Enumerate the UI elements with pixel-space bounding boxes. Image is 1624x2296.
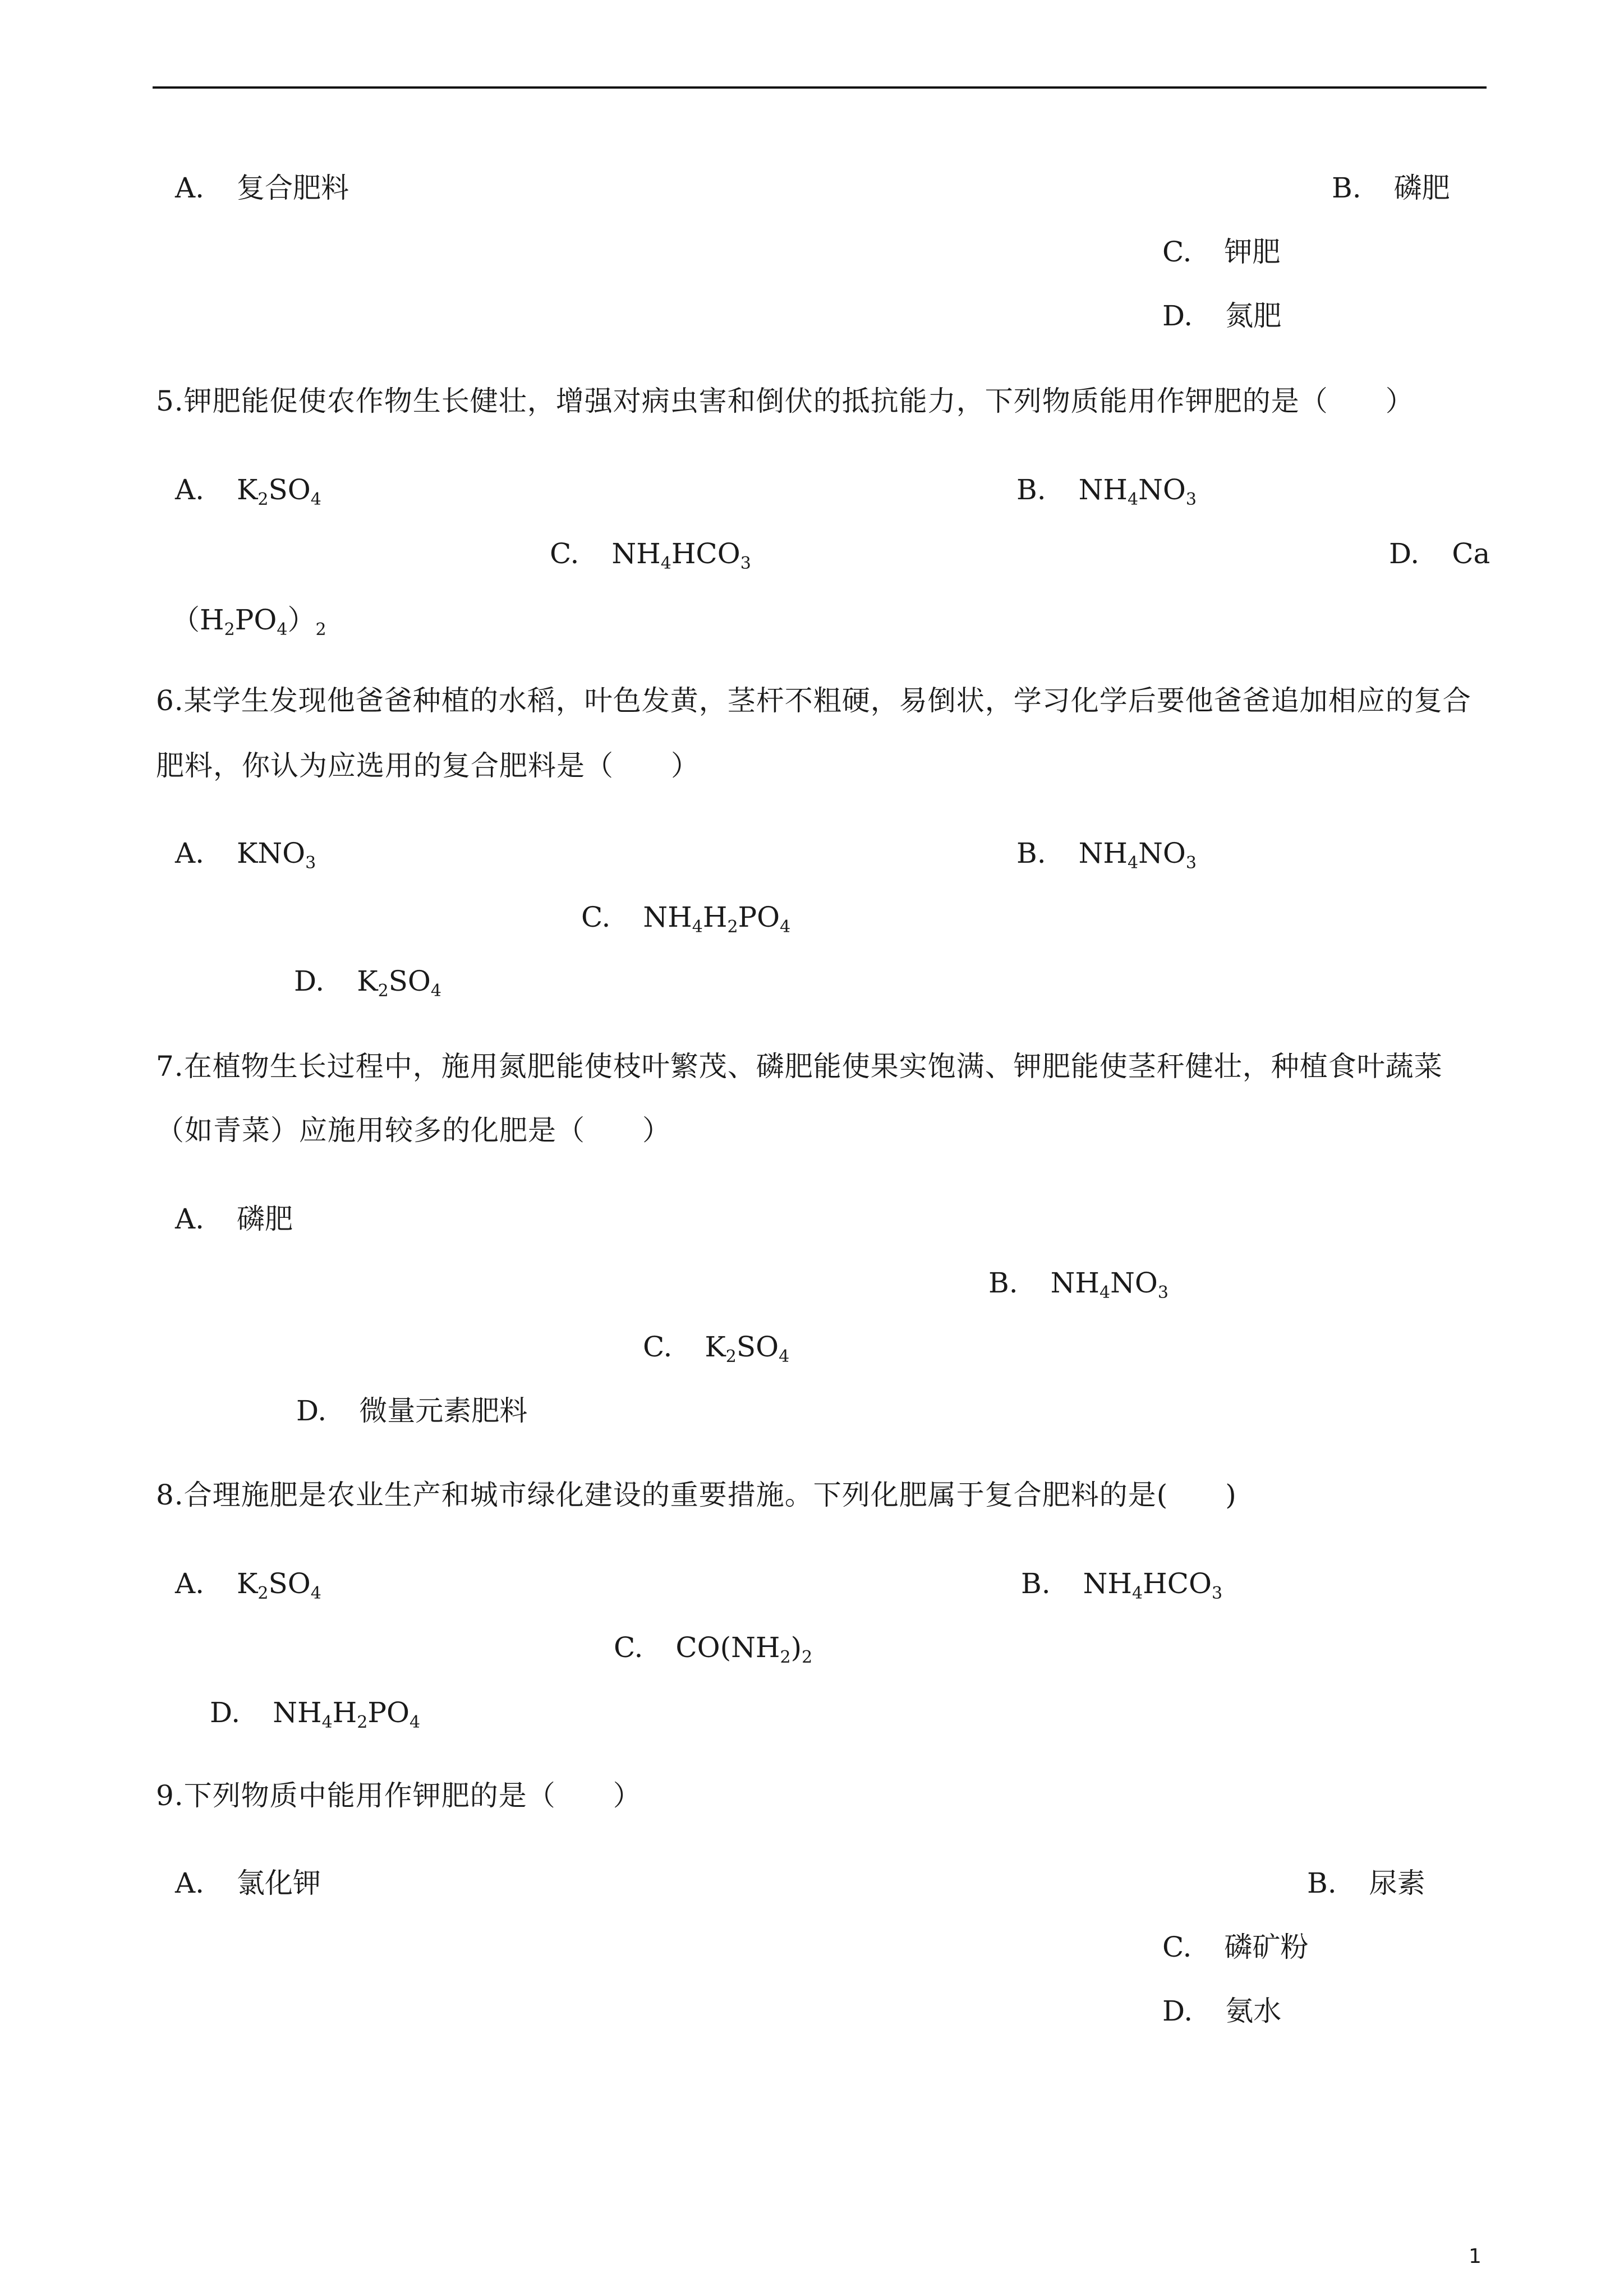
q4-option-c[interactable]: C. 钾肥 xyxy=(1162,236,1281,268)
q5-stem: 5.钾肥能促使农作物生长健壮，增强对病虫害和倒伏的抵抗能力，下列物质能用作钾肥的是（ ） xyxy=(156,385,1414,417)
q7-option-c[interactable]: C. $K_2SO_4$ xyxy=(643,1331,790,1366)
q6-stem-line1: 6.某学生发现他爸爸种植的水稻，叶色发黄，茎杆不粗硬，易倒状，学习化学后要他爸爸追加相应的复合 xyxy=(156,684,1471,717)
q9-option-d[interactable]: D. 氨水 xyxy=(1162,1995,1282,2027)
q6-stem-line2: 肥料，你认为应选用的复合肥料是（ ） xyxy=(156,749,700,782)
q8-stem: 8.合理施肥是农业生产和城市绿化建设的重要措施。下列化肥属于复合肥料的是( ) xyxy=(156,1479,1237,1511)
q5-option-b[interactable]: B. $NH_4NO_3$ xyxy=(1016,473,1197,509)
q5-option-a[interactable]: A. $K_2SO_4$ xyxy=(175,473,321,509)
q9-option-a[interactable]: A. 氯化钾 xyxy=(175,1867,321,1899)
q8-option-d[interactable]: D. $NH_4H_2PO_4$ xyxy=(210,1696,421,1732)
q7-option-a[interactable]: A. 磷肥 xyxy=(175,1203,293,1235)
q7-option-d[interactable]: D. 微量元素肥料 xyxy=(296,1395,528,1427)
q6-option-b[interactable]: B. $NH_4NO_3$ xyxy=(1016,837,1197,873)
q6-option-d[interactable]: D. $K_2SO_4$ xyxy=(294,965,441,1001)
q5-option-c[interactable]: C. $NH_4HCO_3$ xyxy=(550,537,751,573)
q6-option-a[interactable]: A. $KNO_3$ xyxy=(175,837,316,873)
q4-option-d[interactable]: D. 氮肥 xyxy=(1162,300,1282,332)
q7-option-b[interactable]: B. $NH_4NO_3$ xyxy=(988,1267,1168,1303)
q4-option-a[interactable]: A. 复合肥料 xyxy=(175,172,349,204)
q7-stem-line1: 7.在植物生长过程中，施用氮肥能使枝叶繁茂、磷肥能使果实饱满、钾肥能使茎秆健壮，种植食叶蔬菜 xyxy=(156,1050,1443,1083)
q9-option-b[interactable]: B. 尿素 xyxy=(1307,1867,1425,1899)
q9-stem: 9.下列物质中能用作钾肥的是（ ） xyxy=(156,1779,642,1812)
q5-option-d[interactable]: D. Ca xyxy=(1389,537,1490,570)
q8-option-c[interactable]: C. $CO(NH_2)_2$ xyxy=(614,1631,813,1667)
header-rule xyxy=(153,86,1487,89)
q9-option-c[interactable]: C. 磷矿粉 xyxy=(1162,1931,1309,1963)
q8-option-a[interactable]: A. $K_2SO_4$ xyxy=(175,1567,321,1603)
q4-option-b[interactable]: B. 磷肥 xyxy=(1332,172,1450,204)
q5-option-d-continued: $(H_2PO_4)_2$ xyxy=(172,604,326,639)
q6-option-c[interactable]: C. $NH_4H_2PO_4$ xyxy=(581,901,791,937)
page-number: 1 xyxy=(1469,2245,1482,2268)
q7-stem-line2: （如青菜）应施用较多的化肥是（ ） xyxy=(156,1114,671,1147)
q8-option-b[interactable]: B. $NH_4HCO_3$ xyxy=(1021,1567,1223,1603)
